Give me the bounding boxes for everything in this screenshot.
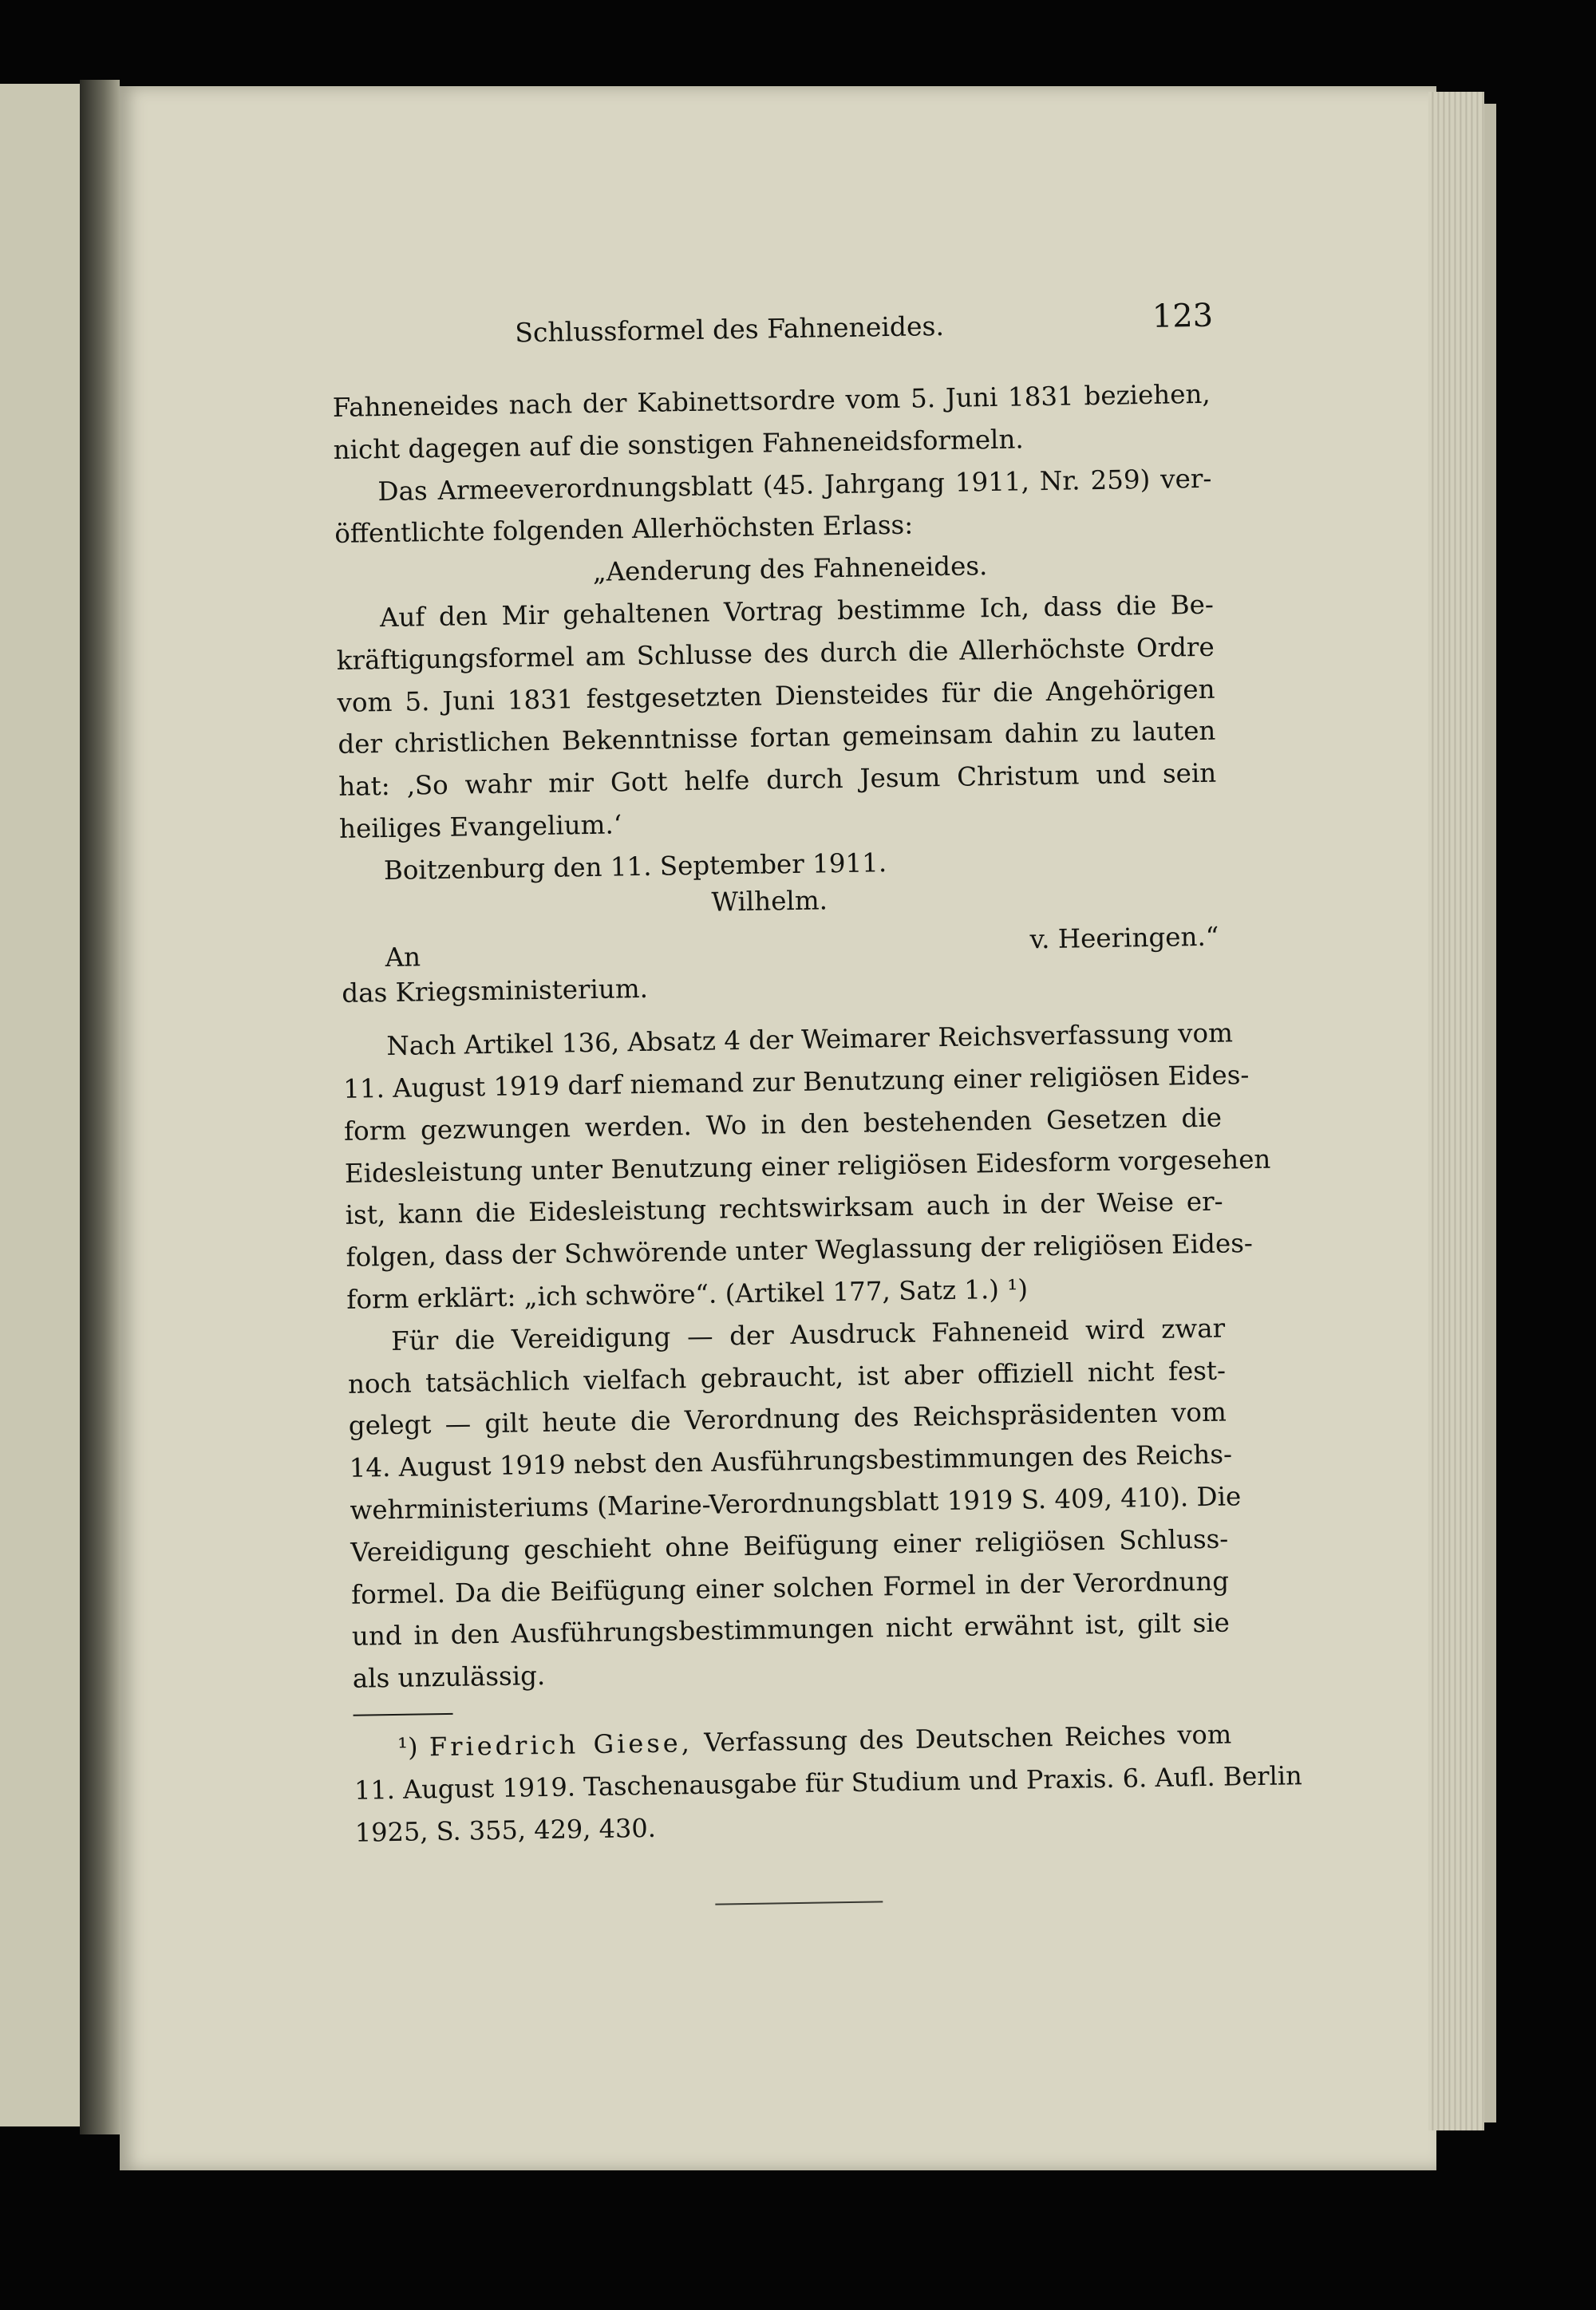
page-stack-edges — [1428, 92, 1484, 2130]
text-line: nicht dagegen auf die sonstigen Fahneneidsformeln. — [333, 424, 1024, 465]
footnote-line: 1925, S. 355, 429, 430. — [354, 1812, 657, 1848]
text-line: Eidesleistung unter Benutzung einer religiösen Eidesform vorgesehen — [344, 1143, 1271, 1189]
decree-addressee: das Kriegsministerium. — [342, 973, 649, 1009]
text-line: heiliges Evangelium.‘ — [338, 809, 622, 844]
page-text — [331, 297, 1302, 1911]
text-line: kräftigungsformel am Schlusse des durch die Allerhöchste Ordre — [336, 631, 1215, 676]
running-head: Schlussformel des Fahneneides. — [515, 310, 945, 349]
text-line: Für die Vereidigung — der Ausdruck Fahneneid wird zwar — [390, 1313, 1226, 1356]
text-line: form erklärt: „ich schwöre“. (Artikel 177, Satz 1.) ¹) — [346, 1273, 1029, 1315]
text-line: Das Armeeverordnungsblatt (45. Jahrgang 1911, Nr. 259) ver- — [377, 463, 1212, 507]
paragraph-3 — [342, 1013, 1271, 1321]
text-line: 14. August 1919 nebst den Ausführungsbestimmungen des Reichs- — [349, 1439, 1233, 1483]
text-line: Fahneneides nach der Kabinettsordre vom 5. Juni 1831 beziehen, — [332, 378, 1211, 423]
text-line: öffentlichte folgenden Allerhöchsten Erlass: — [334, 509, 914, 550]
text-line: und in den Ausführungsbestimmungen nicht erwähnt ist, gilt sie — [351, 1607, 1231, 1653]
footnote-author: Friedrich Giese, — [429, 1728, 693, 1763]
footnote-rule — [354, 1713, 453, 1716]
text-line: als unzulässig. — [352, 1660, 546, 1694]
text-line: hat: ‚So wahr mir Gott helfe durch Jesum Christum und sein — [338, 757, 1217, 803]
footnote-line: 11. August 1919. Taschenausgabe für Studium und Praxis. 6. Aufl. Berlin — [354, 1759, 1302, 1806]
decree-signature: Wilhelm. — [711, 884, 828, 918]
text-line: form gezwungen werden. Wo in den bestehenden Gesetzen die — [343, 1102, 1223, 1147]
decree-place-date: Boitzenburg den 11. September 1911. — [383, 847, 887, 886]
page-stack-edge-outer — [1484, 104, 1496, 2122]
footnote — [354, 1713, 1302, 1854]
text-line: vom 5. Juni 1831 festgesetzten Diensteides für die Angehörigen — [337, 673, 1215, 718]
book-gutter — [80, 80, 120, 2134]
text-line: 11. August 1919 darf niemand zur Benutzung einer religiösen Eides- — [342, 1060, 1250, 1104]
text-line: formel. Da die Beifügung einer solchen Formel in der Verordnung — [350, 1566, 1230, 1610]
decree-title: „Aenderung des Fahneneides. — [592, 551, 988, 588]
text-line: noch tatsächlich vielfach gebraucht, ist aber offiziell nicht fest- — [347, 1355, 1227, 1400]
page-number: 123 — [1152, 297, 1214, 335]
paragraph-2 — [334, 457, 1213, 555]
page-header — [331, 297, 1214, 387]
text-line: Vereidigung geschieht ohne Beifügung einer religiösen Schluss- — [350, 1523, 1229, 1568]
text-line: der christlichen Bekenntnisse fortan gemeinsam dahin zu lauten — [338, 716, 1216, 760]
paragraph-1 — [332, 373, 1211, 472]
text-line: Auf den Mir gehaltenen Vortrag bestimme Ich, dass die Be- — [379, 589, 1215, 634]
text-line: wehrministeriums (Marine-Verordnungsblatt 1919 S. 409, 410). Die — [350, 1481, 1242, 1526]
text-line: ist, kann die Eidesleistung rechtswirksam auch in der Weise er- — [345, 1186, 1223, 1231]
text-line: Nach Artikel 136, Absatz 4 der Weimarer Reichsverfassung vom — [386, 1017, 1234, 1062]
footnote-marker: ¹) — [397, 1732, 418, 1763]
text-line: folgen, dass der Schwörende unter Weglassung der religiösen Eides- — [346, 1228, 1254, 1273]
previous-page-edge — [0, 84, 80, 2126]
decree-quote — [335, 542, 1220, 1015]
decree-countersign: v. Heeringen.“ — [1029, 921, 1219, 954]
text-line: gelegt — gilt heute die Verordnung des Reichspräsidenten vom — [348, 1396, 1227, 1442]
footnote-title: Verfassung des Deutschen Reiches vom — [704, 1719, 1232, 1758]
paragraph-4 — [347, 1307, 1242, 1700]
decree-addressee-an: An — [385, 941, 421, 973]
